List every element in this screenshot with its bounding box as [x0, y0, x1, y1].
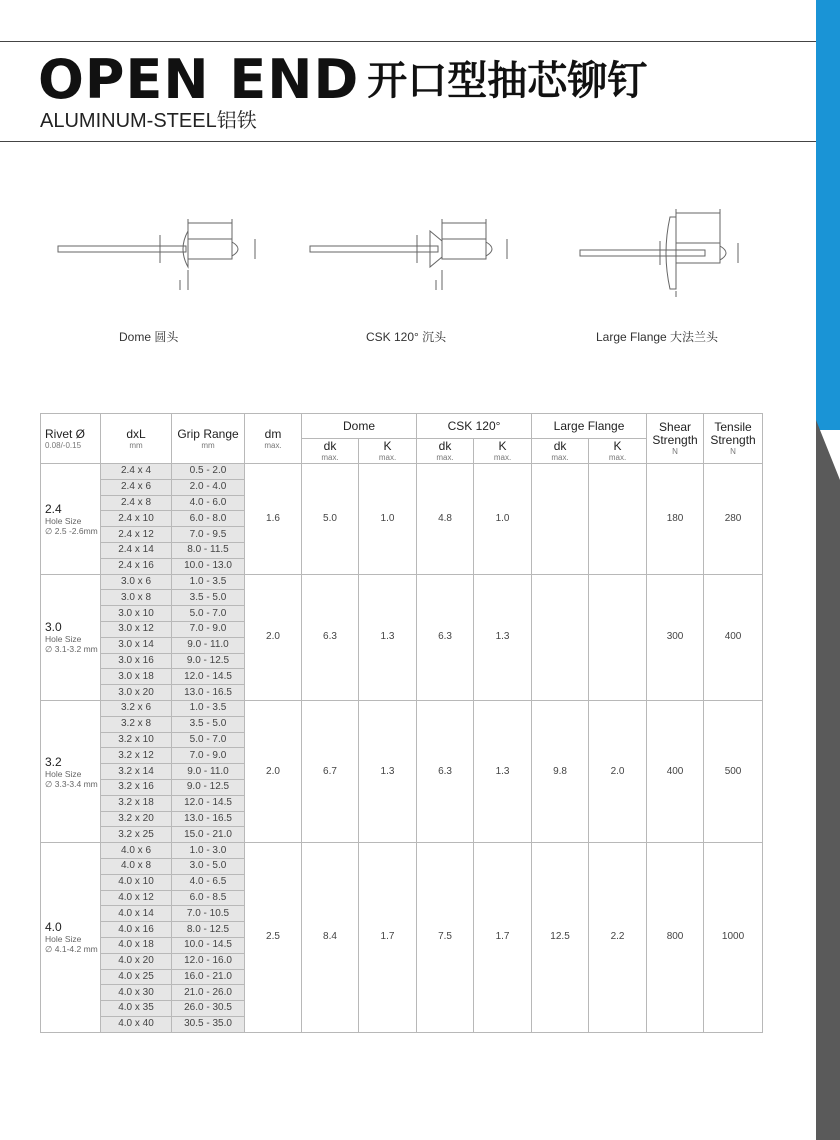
dxl-cell: 3.0 x 8	[101, 590, 172, 606]
dxl-cell: 4.0 x 10	[101, 874, 172, 890]
side-accent-bar	[816, 0, 840, 430]
hole-size-label: Hole Size	[45, 515, 82, 526]
csk-rivet-drawing	[282, 205, 522, 305]
header-rivet: Rivet Ø 0.08/-0.15	[41, 414, 101, 464]
dxl-cell: 2.4 x 12	[101, 527, 172, 543]
grip-range-cell: 7.0 - 10.5	[172, 906, 245, 922]
grip-range-cell: 12.0 - 14.5	[172, 669, 245, 685]
header-dome-k: K max.	[359, 439, 417, 464]
rivet-size: 3.2	[45, 754, 62, 769]
dome-dk-cell: 6.3	[302, 574, 359, 700]
rivet-size-cell	[41, 464, 101, 575]
header-tensile: Tensile Strength N	[704, 414, 763, 464]
dome-k-cell: 1.3	[359, 700, 417, 842]
grip-range-cell: 8.0 - 12.5	[172, 922, 245, 938]
header-lf-k: K max.	[589, 439, 647, 464]
dxl-cell: 3.2 x 14	[101, 764, 172, 780]
hole-size-value: ∅ 3.3-3.4 mm	[45, 778, 98, 789]
grip-range-cell: 6.0 - 8.0	[172, 511, 245, 527]
header-csk-k: K max.	[474, 439, 532, 464]
dxl-cell: 3.2 x 25	[101, 827, 172, 843]
grip-range-cell: 10.0 - 13.0	[172, 558, 245, 574]
grip-range-cell: 5.0 - 7.0	[172, 732, 245, 748]
rivet-size: 4.0	[45, 920, 62, 935]
dxl-cell: 2.4 x 4	[101, 464, 172, 480]
grip-range-cell: 12.0 - 16.0	[172, 953, 245, 969]
dxl-cell: 4.0 x 6	[101, 843, 172, 859]
dxl-cell: 3.0 x 20	[101, 685, 172, 701]
dxl-cell: 3.2 x 6	[101, 700, 172, 716]
hole-size-label: Hole Size	[45, 934, 82, 945]
hole-size-label: Hole Size	[45, 634, 82, 645]
hole-size-value: ∅ 2.5 -2.6mm	[45, 525, 98, 536]
dxl-cell: 4.0 x 12	[101, 890, 172, 906]
shear-cell: 300	[647, 574, 704, 700]
large-flange-rivet-drawing	[540, 205, 780, 305]
rivet-size-cell	[41, 700, 101, 842]
table-body	[41, 464, 763, 1033]
dxl-cell: 3.2 x 18	[101, 795, 172, 811]
specification-table	[40, 413, 763, 1033]
lf-k-cell	[589, 574, 647, 700]
tensile-cell: 500	[704, 700, 763, 842]
csk-k-cell: 1.3	[474, 574, 532, 700]
dxl-cell: 3.0 x 6	[101, 574, 172, 590]
rivet-size-cell	[41, 843, 101, 1033]
grip-range-cell: 4.0 - 6.0	[172, 495, 245, 511]
dxl-cell: 4.0 x 18	[101, 937, 172, 953]
dxl-cell: 3.0 x 18	[101, 669, 172, 685]
header-csk-dk: dk max.	[417, 439, 474, 464]
dome-rivet-drawing	[30, 205, 270, 305]
grip-range-cell: 2.0 - 4.0	[172, 479, 245, 495]
header-large-flange: Large Flange	[532, 414, 647, 439]
csk-k-cell: 1.0	[474, 464, 532, 575]
header-dxl: dxL mm	[101, 414, 172, 464]
dm-cell: 2.5	[245, 843, 302, 1033]
hole-size-value: ∅ 3.1-3.2 mm	[45, 644, 98, 655]
dxl-cell: 4.0 x 40	[101, 1016, 172, 1032]
grip-range-cell: 7.0 - 9.5	[172, 527, 245, 543]
dxl-cell: 3.0 x 14	[101, 637, 172, 653]
table-row	[41, 700, 763, 716]
lf-k-cell	[589, 464, 647, 575]
grip-range-cell: 15.0 - 21.0	[172, 827, 245, 843]
grip-range-cell: 9.0 - 11.0	[172, 637, 245, 653]
dxl-cell: 2.4 x 10	[101, 511, 172, 527]
table-row	[41, 464, 763, 480]
dome-dk-cell: 6.7	[302, 700, 359, 842]
dxl-cell: 2.4 x 6	[101, 479, 172, 495]
grip-range-cell: 26.0 - 30.5	[172, 1001, 245, 1017]
grip-range-cell: 3.5 - 5.0	[172, 716, 245, 732]
dome-dk-cell: 5.0	[302, 464, 359, 575]
lf-k-cell: 2.0	[589, 700, 647, 842]
grip-range-cell: 9.0 - 12.5	[172, 779, 245, 795]
grip-range-cell: 5.0 - 7.0	[172, 606, 245, 622]
page-title	[38, 50, 647, 111]
dxl-cell: 4.0 x 35	[101, 1001, 172, 1017]
shear-cell: 180	[647, 464, 704, 575]
grip-range-cell: 1.0 - 3.5	[172, 574, 245, 590]
dxl-cell: 3.2 x 8	[101, 716, 172, 732]
lf-dk-cell: 9.8	[532, 700, 589, 842]
large-flange-label: Large Flange 大法兰头	[596, 330, 719, 344]
hole-size-value: ∅ 4.1-4.2 mm	[45, 944, 98, 955]
grip-range-cell: 13.0 - 16.5	[172, 811, 245, 827]
dxl-cell: 3.2 x 16	[101, 779, 172, 795]
grip-range-cell: 4.0 - 6.5	[172, 874, 245, 890]
dxl-cell: 3.0 x 12	[101, 621, 172, 637]
lf-dk-cell	[532, 574, 589, 700]
grip-range-cell: 9.0 - 11.0	[172, 764, 245, 780]
dxl-cell: 4.0 x 30	[101, 985, 172, 1001]
rivet-size: 2.4	[45, 501, 62, 516]
grip-range-cell: 7.0 - 9.0	[172, 621, 245, 637]
dome-dk-cell: 8.4	[302, 843, 359, 1033]
csk-dk-cell: 6.3	[417, 700, 474, 842]
dome-k-cell: 1.0	[359, 464, 417, 575]
lf-dk-cell: 12.5	[532, 843, 589, 1033]
grip-range-cell: 3.5 - 5.0	[172, 590, 245, 606]
dxl-cell: 2.4 x 8	[101, 495, 172, 511]
dxl-cell: 4.0 x 25	[101, 969, 172, 985]
top-rule	[0, 41, 816, 42]
csk-dk-cell: 4.8	[417, 464, 474, 575]
table-row	[41, 574, 763, 590]
dxl-cell: 4.0 x 20	[101, 953, 172, 969]
grip-range-cell: 30.5 - 35.0	[172, 1016, 245, 1032]
dome-k-cell: 1.3	[359, 574, 417, 700]
grip-range-cell: 3.0 - 5.0	[172, 858, 245, 874]
grip-range-cell: 12.0 - 14.5	[172, 795, 245, 811]
tensile-cell: 280	[704, 464, 763, 575]
dxl-cell: 4.0 x 14	[101, 906, 172, 922]
grip-range-cell: 6.0 - 8.5	[172, 890, 245, 906]
dxl-cell: 3.0 x 10	[101, 606, 172, 622]
dxl-cell: 4.0 x 16	[101, 922, 172, 938]
shear-cell: 800	[647, 843, 704, 1033]
grip-range-cell: 21.0 - 26.0	[172, 985, 245, 1001]
csk-k-cell: 1.3	[474, 700, 532, 842]
grip-range-cell: 1.0 - 3.5	[172, 700, 245, 716]
dm-cell: 2.0	[245, 574, 302, 700]
csk-dk-cell: 7.5	[417, 843, 474, 1033]
dome-k-cell: 1.7	[359, 843, 417, 1033]
hole-size-label: Hole Size	[45, 768, 82, 779]
header-csk: CSK 120°	[417, 414, 532, 439]
dxl-cell: 3.2 x 10	[101, 732, 172, 748]
page-subtitle: ALUMINUM-STEEL铝铁	[40, 110, 257, 132]
header-grip-range: Grip Range mm	[172, 414, 245, 464]
shear-cell: 400	[647, 700, 704, 842]
header-shear: Shear Strength N	[647, 414, 704, 464]
grip-range-cell: 7.0 - 9.0	[172, 748, 245, 764]
table-row	[41, 843, 763, 859]
grip-range-cell: 16.0 - 21.0	[172, 969, 245, 985]
csk-dk-cell: 6.3	[417, 574, 474, 700]
title-cn: 开口型抽芯铆钉	[367, 58, 648, 104]
header-lf-dk: dk max.	[532, 439, 589, 464]
tensile-cell: 1000	[704, 843, 763, 1033]
grip-range-cell: 0.5 - 2.0	[172, 464, 245, 480]
dxl-cell: 3.2 x 20	[101, 811, 172, 827]
rivet-size: 3.0	[45, 620, 62, 635]
dxl-cell: 2.4 x 14	[101, 542, 172, 558]
dxl-cell: 4.0 x 8	[101, 858, 172, 874]
dxl-cell: 2.4 x 16	[101, 558, 172, 574]
grip-range-cell: 8.0 - 11.5	[172, 542, 245, 558]
dxl-cell: 3.2 x 12	[101, 748, 172, 764]
csk-k-cell: 1.7	[474, 843, 532, 1033]
header-bottom-rule	[0, 141, 816, 142]
dxl-cell: 3.0 x 16	[101, 653, 172, 669]
rivet-size-cell	[41, 574, 101, 700]
grip-range-cell: 10.0 - 14.5	[172, 937, 245, 953]
csk-label: CSK 120° 沉头	[366, 330, 447, 344]
dm-cell: 2.0	[245, 700, 302, 842]
dome-label: Dome 圆头	[119, 330, 179, 344]
title-en: OPEN END	[38, 48, 360, 111]
grip-range-cell: 13.0 - 16.5	[172, 685, 245, 701]
lf-k-cell: 2.2	[589, 843, 647, 1033]
header-dm: dm max.	[245, 414, 302, 464]
lf-dk-cell	[532, 464, 589, 575]
tensile-cell: 400	[704, 574, 763, 700]
header-dome: Dome	[302, 414, 417, 439]
dm-cell: 1.6	[245, 464, 302, 575]
grip-range-cell: 9.0 - 12.5	[172, 653, 245, 669]
grip-range-cell: 1.0 - 3.0	[172, 843, 245, 859]
header-dome-dk: dk max.	[302, 439, 359, 464]
